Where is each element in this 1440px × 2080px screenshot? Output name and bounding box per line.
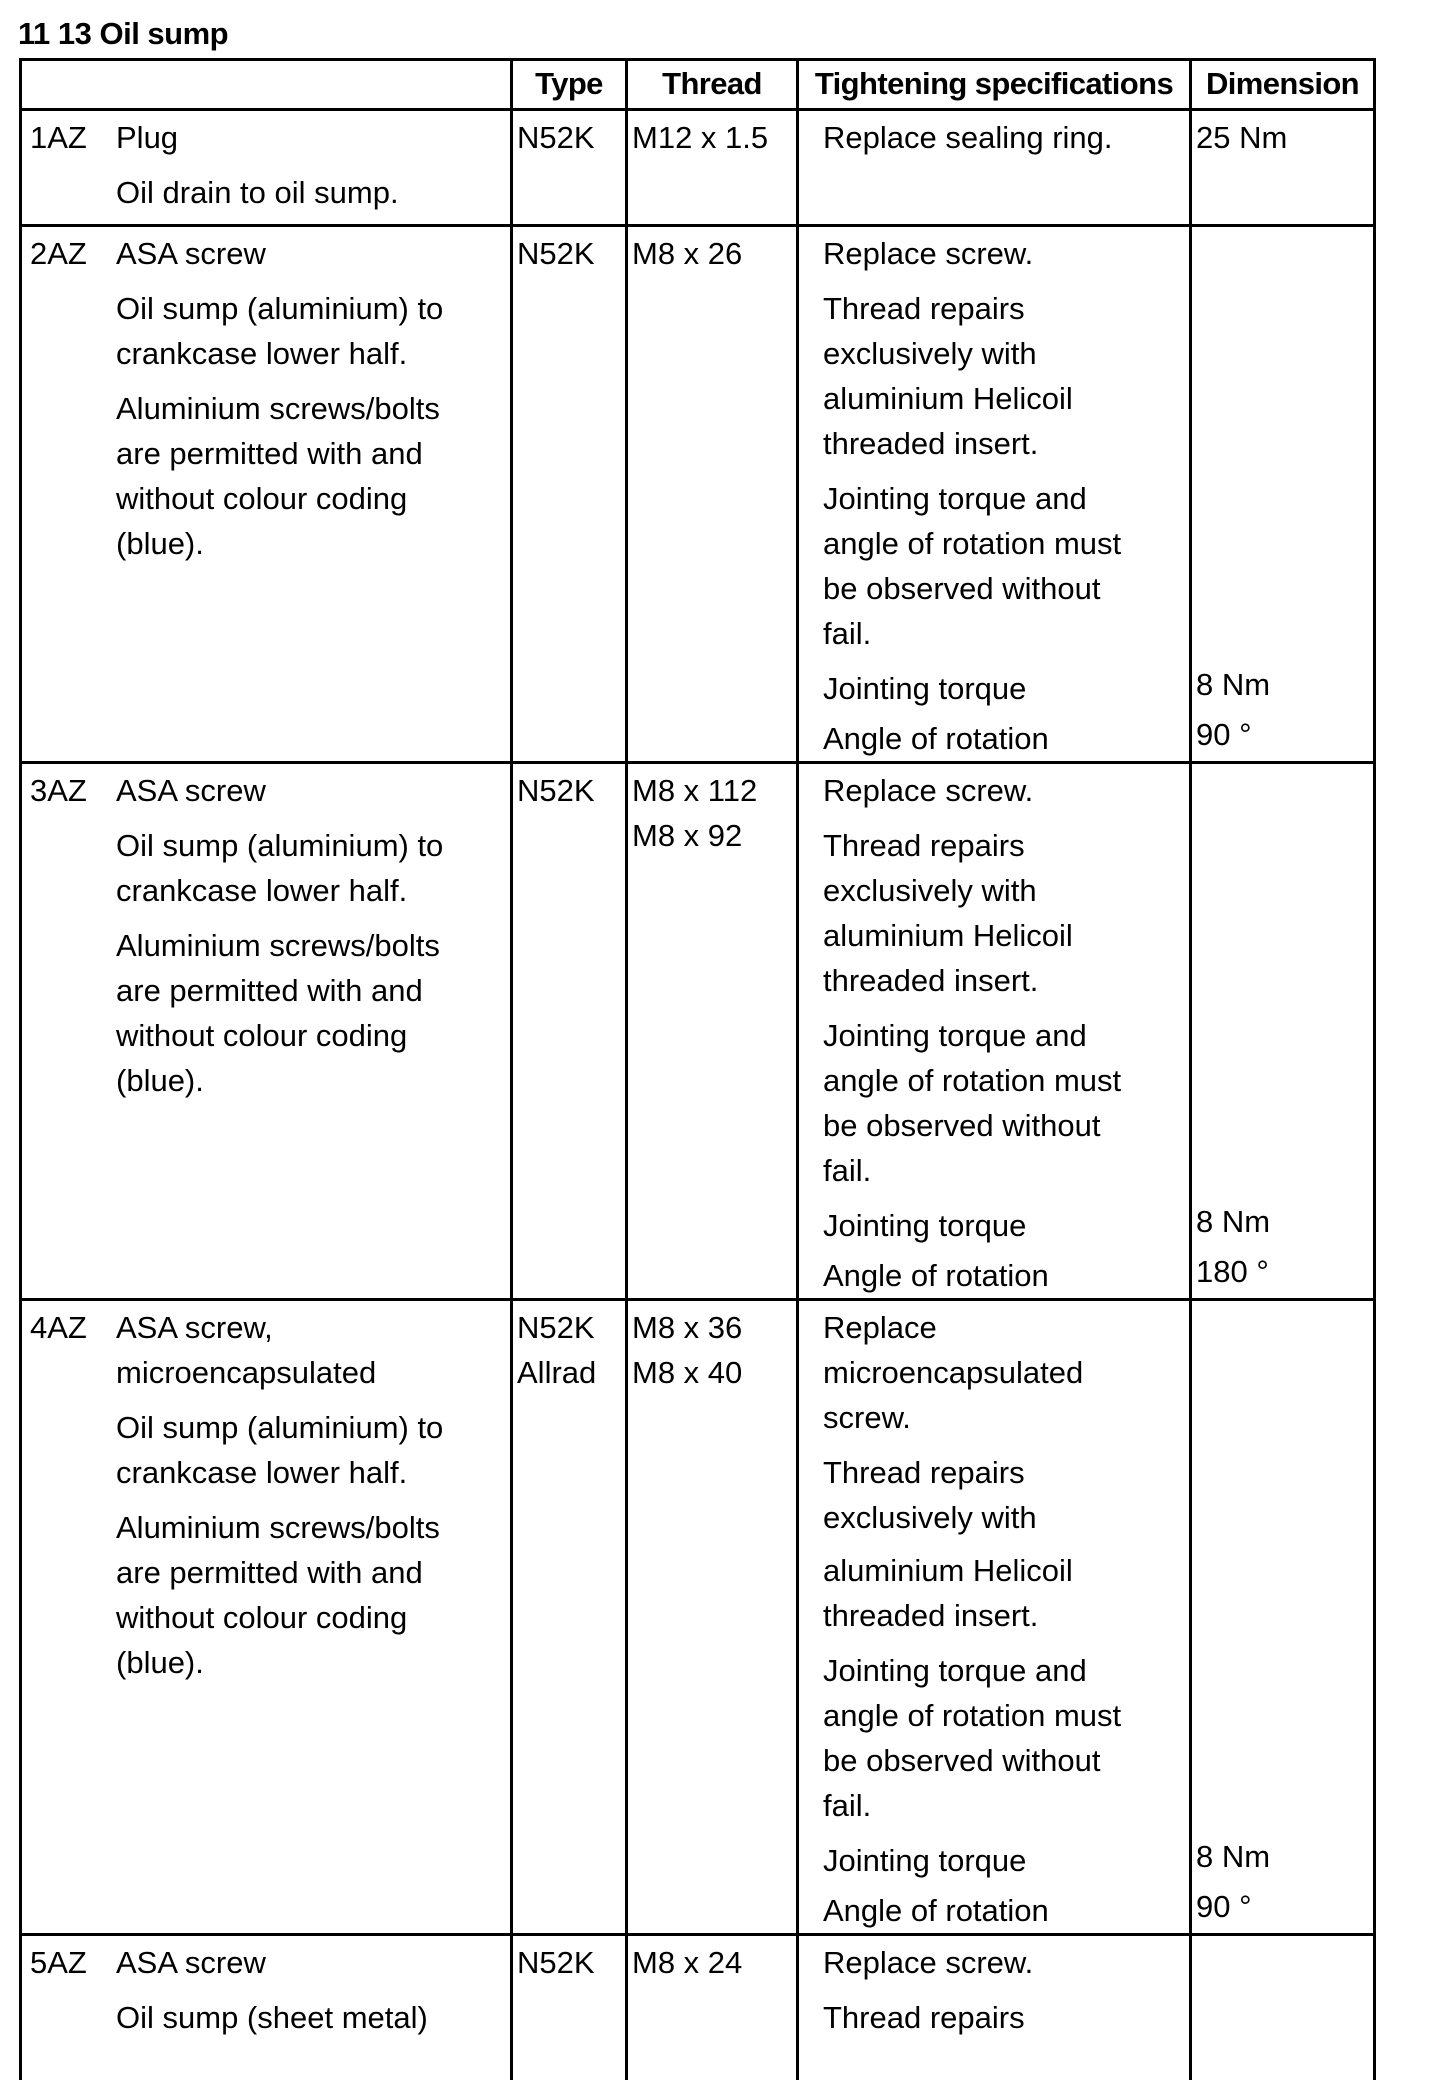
- thread-value: M8 x 24: [632, 1940, 796, 1985]
- text-line: Oil sump (aluminium) to: [116, 286, 502, 331]
- torque-spec-table: [19, 58, 1376, 2080]
- text-line: are permitted with and: [116, 1550, 502, 1595]
- spec-text: Replace screw.: [823, 231, 1183, 276]
- text-line: threaded insert.: [823, 1593, 1183, 1638]
- part-name: [116, 1305, 502, 1395]
- part-description: [116, 286, 502, 376]
- part-note: [116, 1505, 502, 1685]
- thread-value: M8 x 92: [632, 813, 796, 858]
- type-value: Allrad: [517, 1350, 625, 1395]
- text-line: Thread repairs: [823, 286, 1183, 331]
- header-tightening-specifications: Tightening specifications: [798, 60, 1191, 110]
- table-row: [21, 226, 1375, 763]
- spec-text: Replace sealing ring.: [823, 115, 1183, 160]
- table-row: [21, 1300, 1375, 1935]
- table-row: [21, 1935, 1375, 2080]
- text-line: without colour coding: [116, 1013, 502, 1058]
- text-line: fail.: [823, 611, 1183, 656]
- torque-label: Jointing torque: [823, 1838, 1183, 1883]
- text-line: aluminium Helicoil: [823, 376, 1183, 421]
- header-type: Type: [512, 60, 627, 110]
- thread-value: M8 x 40: [632, 1350, 796, 1395]
- text-line: exclusively with: [823, 331, 1183, 376]
- spec-observe-note: [823, 1648, 1183, 1828]
- text-line: Thread repairs: [823, 823, 1183, 868]
- torque-value: 8 Nm: [1196, 1834, 1270, 1879]
- header-thread: Thread: [627, 60, 798, 110]
- part-note: [116, 386, 502, 566]
- spec-thread-repair: [823, 1450, 1183, 1638]
- thread-value: M8 x 36: [632, 1305, 796, 1350]
- text-line: Oil sump (sheet metal): [116, 1995, 502, 2040]
- text-line: Thread repairs: [823, 1995, 1183, 2040]
- angle-label: Angle of rotation: [823, 1888, 1183, 1933]
- text-line: Oil sump (aluminium) to: [116, 1405, 502, 1450]
- thread-value: M8 x 26: [632, 231, 796, 276]
- type-value: N52K: [517, 768, 625, 813]
- part-description: [116, 823, 502, 913]
- type-value: N52K: [517, 115, 625, 160]
- text-line: ASA screw,: [116, 1305, 502, 1350]
- text-line: exclusively with: [823, 1495, 1183, 1540]
- text-line: angle of rotation must: [823, 1058, 1183, 1103]
- text-line: without colour coding: [116, 476, 502, 521]
- header-position-description: [21, 60, 512, 110]
- text-line: are permitted with and: [116, 968, 502, 1013]
- text-line: threaded insert.: [823, 421, 1183, 466]
- text-line: Jointing torque and: [823, 1013, 1183, 1058]
- text-line: crankcase lower half.: [116, 1450, 502, 1495]
- torque-label: Jointing torque: [823, 1203, 1183, 1248]
- spec-thread-repair: [823, 823, 1183, 1003]
- position-number: 3AZ: [22, 768, 116, 1103]
- spec-thread-repair: [823, 286, 1183, 466]
- angle-value: 90 °: [1196, 1884, 1270, 1929]
- part-description: Oil drain to oil sump.: [116, 170, 502, 215]
- text-line: angle of rotation must: [823, 521, 1183, 566]
- type-value: N52K: [517, 1305, 625, 1350]
- table-header-row: [21, 60, 1375, 110]
- text-line: Thread repairs: [823, 1450, 1183, 1495]
- text-line: without colour coding: [116, 1595, 502, 1640]
- spec-text: Replace screw.: [823, 1940, 1183, 1985]
- text-line: angle of rotation must: [823, 1693, 1183, 1738]
- thread-value: M12 x 1.5: [632, 115, 796, 160]
- table-row: [21, 763, 1375, 1300]
- text-line: (blue).: [116, 1058, 502, 1103]
- position-number: 2AZ: [22, 231, 116, 566]
- part-description: [116, 1405, 502, 1495]
- angle-label: Angle of rotation: [823, 1253, 1183, 1298]
- angle-value: 180 °: [1196, 1249, 1270, 1294]
- text-line: Aluminium screws/bolts: [116, 386, 502, 431]
- text-line: threaded insert.: [823, 958, 1183, 1003]
- text-line: be observed without: [823, 1738, 1183, 1783]
- thread-value: M8 x 112: [632, 768, 796, 813]
- type-value: N52K: [517, 1940, 625, 1985]
- part-note: [116, 923, 502, 1103]
- text-line: (blue).: [116, 1640, 502, 1685]
- text-line: microencapsulated: [823, 1350, 1183, 1395]
- text-line: be observed without: [823, 566, 1183, 611]
- position-number: 5AZ: [22, 1940, 116, 2040]
- angle-value: 90 °: [1196, 712, 1270, 757]
- text-line: are permitted with and: [116, 431, 502, 476]
- dimension-value: 25 Nm: [1196, 115, 1373, 160]
- spec-text: Replace screw.: [823, 768, 1183, 813]
- position-number: 1AZ: [22, 115, 116, 215]
- text-line: aluminium Helicoil: [823, 913, 1183, 958]
- text-line: crankcase lower half.: [116, 868, 502, 913]
- text-line: crankcase lower half.: [116, 331, 502, 376]
- spec-text: [823, 1305, 1183, 1440]
- torque-value: 8 Nm: [1196, 1199, 1270, 1244]
- text-line: fail.: [823, 1148, 1183, 1193]
- part-name: ASA screw: [116, 768, 502, 813]
- text-line: exclusively with: [823, 868, 1183, 913]
- torque-label: Jointing torque: [823, 666, 1183, 711]
- text-line: Jointing torque and: [823, 1648, 1183, 1693]
- header-dimension: Dimension: [1191, 60, 1375, 110]
- text-line: Oil sump (aluminium) to: [116, 823, 502, 868]
- angle-label: Angle of rotation: [823, 716, 1183, 761]
- table-row: [21, 110, 1375, 226]
- text-line: Replace: [823, 1305, 1183, 1350]
- text-line: aluminium Helicoil: [823, 1548, 1183, 1593]
- text-line: be observed without: [823, 1103, 1183, 1148]
- position-number: 4AZ: [22, 1305, 116, 1685]
- part-name: ASA screw: [116, 231, 502, 276]
- text-line: Aluminium screws/bolts: [116, 1505, 502, 1550]
- part-description: [116, 1995, 502, 2040]
- spec-observe-note: [823, 476, 1183, 656]
- type-value: N52K: [517, 231, 625, 276]
- text-line: screw.: [823, 1395, 1183, 1440]
- spec-observe-note: [823, 1013, 1183, 1193]
- part-name: ASA screw: [116, 1940, 502, 1985]
- text-line: Aluminium screws/bolts: [116, 923, 502, 968]
- torque-value: 8 Nm: [1196, 662, 1270, 707]
- text-line: Jointing torque and: [823, 476, 1183, 521]
- part-name: Plug: [116, 115, 502, 160]
- section-title: 11 13 Oil sump: [18, 16, 228, 52]
- text-line: microencapsulated: [116, 1350, 502, 1395]
- text-line: fail.: [823, 1783, 1183, 1828]
- spec-thread-repair: [823, 1995, 1183, 2040]
- text-line: (blue).: [116, 521, 502, 566]
